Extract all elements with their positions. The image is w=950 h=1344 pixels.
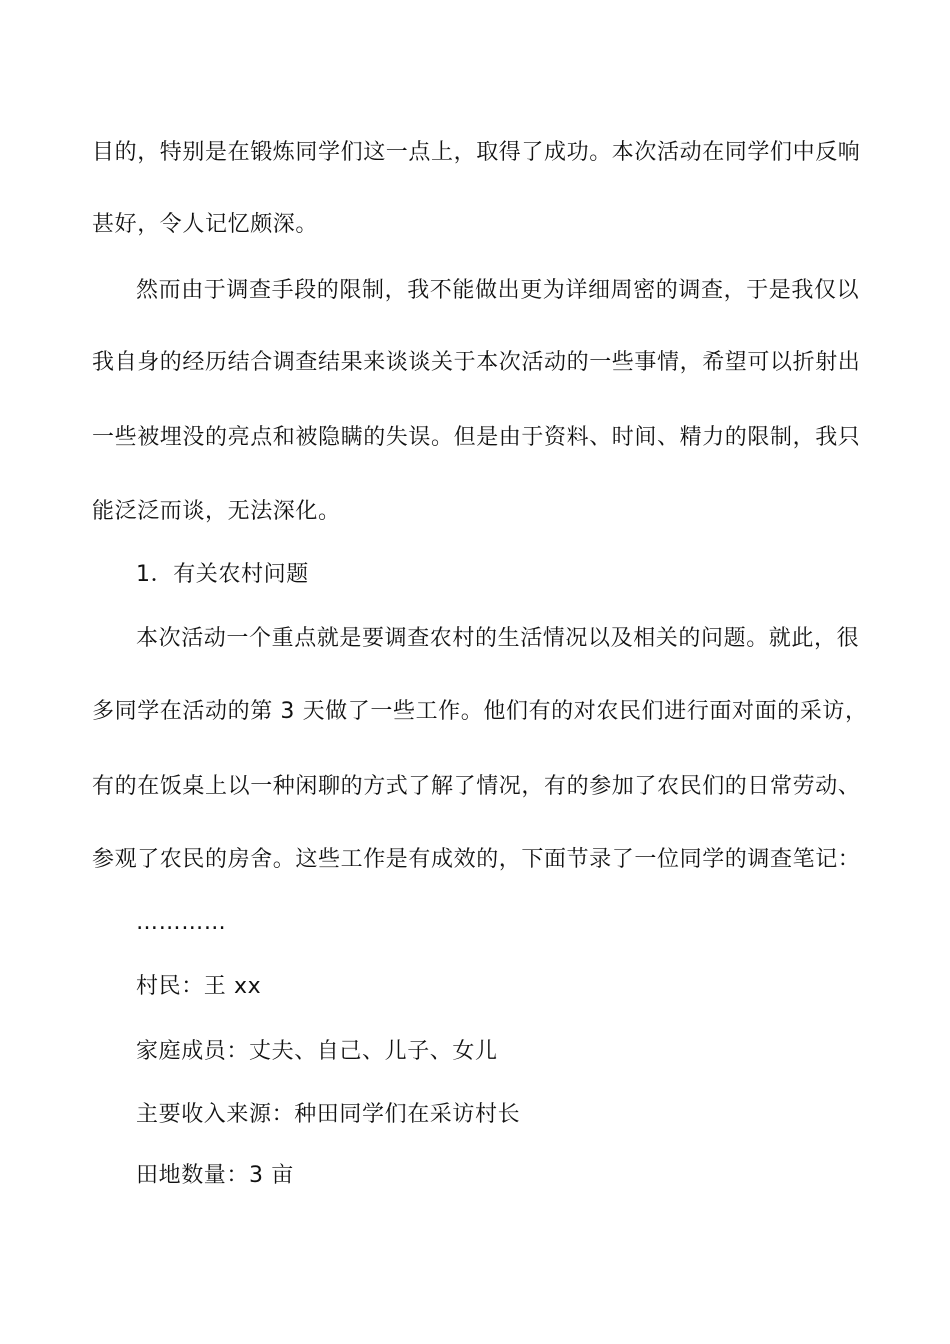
paragraph-line: 有的在饭桌上以一种闲聊的方式了解了情况，有的参加了农民们的日常劳动、 xyxy=(92,774,861,799)
section-heading: 1．有关农村问题 xyxy=(136,562,309,587)
note-income-source: 主要收入来源：种田同学们在采访村长 xyxy=(136,1102,521,1127)
paragraph-line: 多同学在活动的第 3 天做了一些工作。他们有的对农民们进行面对面的采访， xyxy=(92,699,868,724)
note-land-area: 田地数量：3 亩 xyxy=(136,1163,294,1188)
paragraph-line: 本次活动一个重点就是要调查农村的生活情况以及相关的问题。就此，很 xyxy=(136,626,860,651)
paragraph-line: 能泛泛而谈，无法深化。 xyxy=(92,499,341,524)
paragraph-line: 我自身的经历结合调查结果来谈谈关于本次活动的一些事情，希望可以折射出 xyxy=(92,350,861,375)
note-family-members: 家庭成员：丈夫、自己、儿子、女儿 xyxy=(136,1039,498,1064)
paragraph-line: 一些被埋没的亮点和被隐瞒的失误。但是由于资料、时间、精力的限制，我只 xyxy=(92,425,861,450)
paragraph-line: 目的，特别是在锻炼同学们这一点上，取得了成功。本次活动在同学们中反响 xyxy=(92,140,861,165)
note-villager: 村民：王 xx xyxy=(136,974,262,999)
ellipsis-line: ………… xyxy=(136,910,227,935)
paragraph-line: 然而由于调查手段的限制，我不能做出更为详细周密的调查，于是我仅以 xyxy=(136,278,860,303)
paragraph-line: 参观了农民的房舍。这些工作是有成效的，下面节录了一位同学的调查笔记： xyxy=(92,847,861,872)
paragraph-line: 甚好，令人记忆颇深。 xyxy=(92,212,319,237)
